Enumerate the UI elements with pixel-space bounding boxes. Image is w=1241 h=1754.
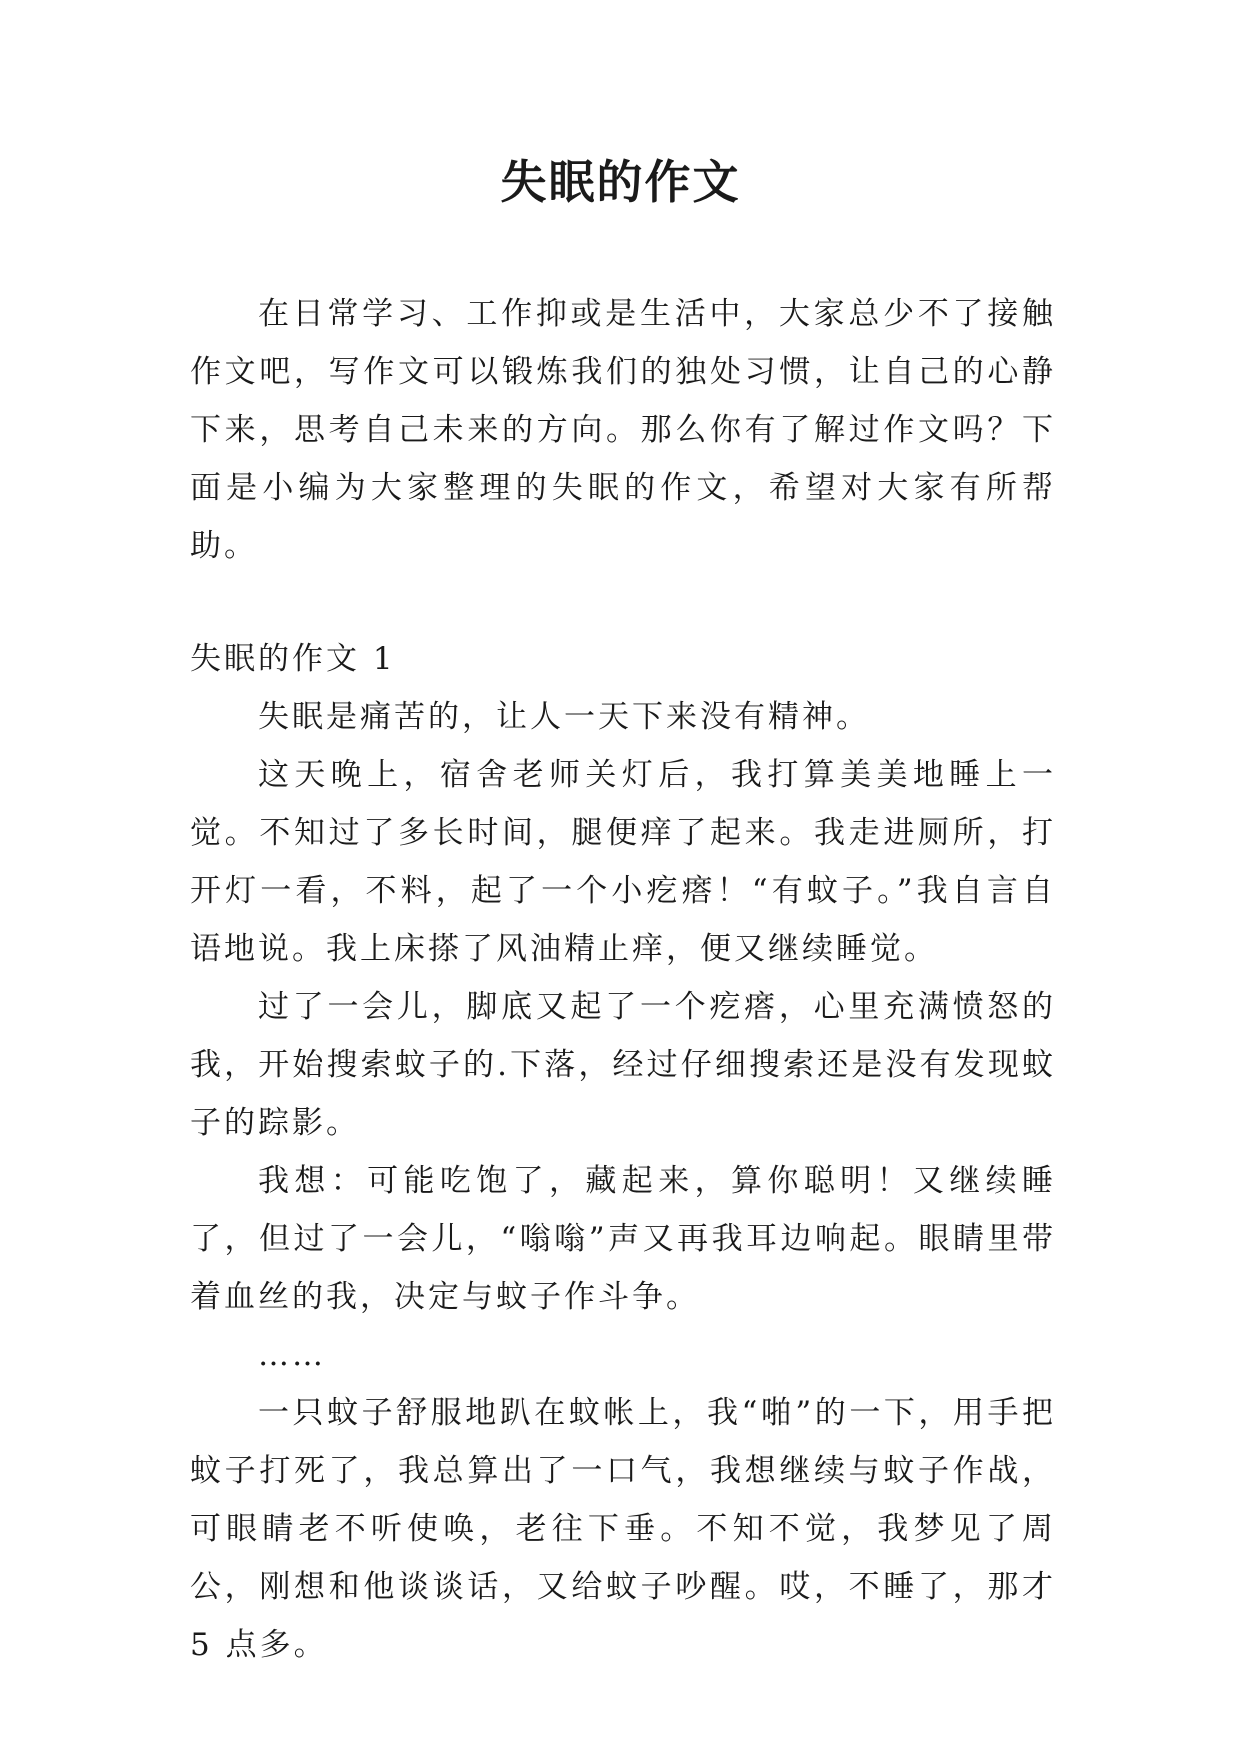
body-paragraph: 一只蚊子舒服地趴在蚊帐上，我“啪”的一下，用手把蚊子打死了，我总算出了一口气，我想继续与蚊子作战，可眼睛老不听使唤，老往下垂。不知不觉，我梦见了周公，刚想和他谈谈话，又给蚊子吵醒。哎，不睡了，那才 5 点多。 <box>190 1395 1056 1663</box>
document-title: 失眠的作文 <box>500 155 741 209</box>
ellipsis-paragraph: …… <box>258 1337 326 1373</box>
body-paragraph: 我想：可能吃饱了，藏起来，算你聪明！又继续睡了，但过了一会儿，“嗡嗡”声又再我耳边响起。眼睛里带着血丝的我，决定与蚊子作斗争。 <box>190 1163 1056 1315</box>
body-paragraph: 过了一会儿，脚底又起了一个疙瘩，心里充满愤怒的我，开始搜索蚊子的.下落，经过仔细搜索还是没有发现蚊子的踪影。 <box>190 989 1056 1141</box>
body-paragraph: 失眠是痛苦的，让人一天下来没有精神。 <box>258 699 870 735</box>
document-body <box>190 285 1056 1674</box>
body-paragraph: 这天晚上，宿舍老师关灯后，我打算美美地睡上一觉。不知过了多长时间，腿便痒了起来。我走进厕所，打开灯一看，不料，起了一个小疙瘩！“有蚊子。”我自言自语地说。我上床搽了风油精止痒，便又继续睡觉。 <box>190 757 1056 967</box>
section-heading: 失眠的作文 1 <box>190 641 396 677</box>
intro-paragraph: 在日常学习、工作抑或是生活中，大家总少不了接触作文吧，写作文可以锻炼我们的独处习惯，让自己的心静下来，思考自己未来的方向。那么你有了解过作文吗？下面是小编为大家整理的失眠的作文，希望对大家有所帮助。 <box>190 296 1056 564</box>
